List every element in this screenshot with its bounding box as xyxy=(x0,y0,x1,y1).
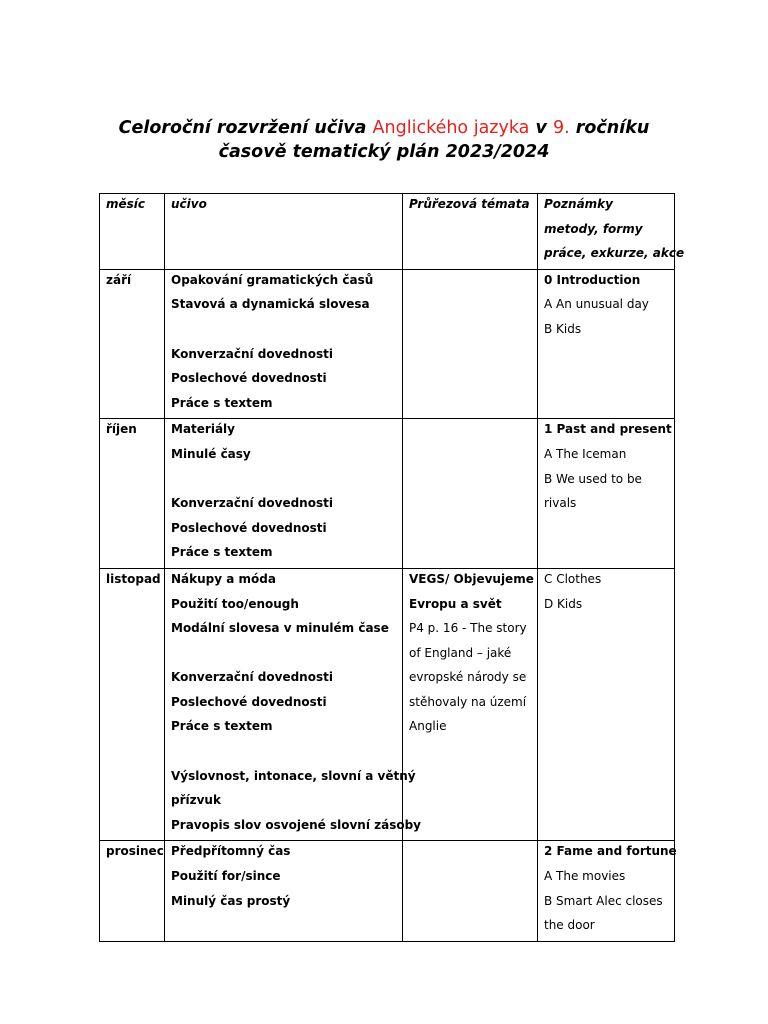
cell-line: C Clothes xyxy=(544,571,602,586)
cell-line: P4 p. 16 - The story xyxy=(409,621,527,636)
cell-line: 1 Past and present xyxy=(544,422,672,437)
cell-line: VEGS/ Objevujeme xyxy=(409,571,534,586)
title-line-2: časově tematický plán 2023/2024 xyxy=(218,142,550,162)
cell-line: Minulý čas prostý xyxy=(171,893,291,908)
cell-line: Předpřítomný čas xyxy=(171,844,291,859)
cell-notes xyxy=(538,841,675,941)
header-cell-topics: Průřezová témata xyxy=(403,194,538,270)
table-row xyxy=(100,841,675,941)
cell-notes xyxy=(538,419,675,569)
document-title xyxy=(0,116,768,164)
cell-line: Stavová a dynamická slovesa xyxy=(171,297,370,312)
grade-number: 9. xyxy=(552,118,570,138)
cell-line: the door xyxy=(544,918,595,933)
cell-line: Anglie xyxy=(409,719,447,734)
cell-line: Práce s textem xyxy=(171,545,273,560)
cell-curriculum xyxy=(165,841,403,941)
cell-topics xyxy=(403,269,538,419)
cell-line: Minulé časy xyxy=(171,446,251,461)
cell-line: evropské národy se xyxy=(409,670,527,685)
cell-line: B Smart Alec closes xyxy=(544,893,663,908)
cell-month xyxy=(100,841,165,941)
cell-line: D Kids xyxy=(544,596,583,611)
month-label: listopad xyxy=(106,571,161,586)
cell-line: Poslechové dovednosti xyxy=(171,520,327,535)
cell-line: Pravopis slov osvojené slovní zásoby xyxy=(171,817,422,832)
cell-notes xyxy=(538,568,675,841)
cell-line: Poslechové dovednosti xyxy=(171,371,327,386)
table-body xyxy=(100,269,675,941)
cell-topics xyxy=(403,419,538,569)
header-cell-month: měsíc xyxy=(100,194,165,270)
cell-line: Poslechové dovednosti xyxy=(171,694,327,709)
cell-line: Evropu a svět xyxy=(409,596,502,611)
cell-curriculum xyxy=(165,568,422,841)
cell-curriculum xyxy=(165,419,403,569)
header-cell-notes: Poznámky metody, formy práce, exkurze, akce xyxy=(538,194,675,270)
cell-line: Materiály xyxy=(171,422,235,437)
cell-line: Konverzační dovednosti xyxy=(171,496,333,511)
curriculum-table xyxy=(99,193,685,942)
cell-line: Opakování gramatických časů xyxy=(171,272,374,287)
cell-line: B Kids xyxy=(544,321,582,336)
cell-line xyxy=(171,320,396,345)
cell-topics xyxy=(403,841,538,941)
table-row xyxy=(100,568,675,841)
cell-line: of England – jaké xyxy=(409,645,512,660)
cell-line: Modální slovesa v minulém čase xyxy=(171,621,389,636)
cell-line: A An unusual day xyxy=(544,297,649,312)
cell-line: přízvuk xyxy=(171,793,221,808)
cell-topics xyxy=(403,568,538,841)
cell-line: B We used to be xyxy=(544,471,642,486)
cell-month xyxy=(100,419,165,569)
cell-line: Použití for/since xyxy=(171,869,281,884)
month-label: září xyxy=(106,272,132,287)
table-header-row xyxy=(100,194,675,270)
cell-line: stěhovaly na území xyxy=(409,694,527,709)
cell-line: Práce s textem xyxy=(171,719,273,734)
cell-line: Práce s textem xyxy=(171,395,273,410)
header-cell-curriculum: učivo xyxy=(165,194,403,270)
cell-line xyxy=(171,644,396,669)
cell-month xyxy=(100,269,165,419)
cell-line: rivals xyxy=(544,496,577,511)
table-row xyxy=(100,419,675,569)
cell-line: Výslovnost, intonace, slovní a větný xyxy=(171,768,416,783)
cell-line: Konverzační dovednosti xyxy=(171,346,333,361)
cell-line: A The Iceman xyxy=(544,446,627,461)
table-row xyxy=(100,269,675,419)
cell-line xyxy=(171,470,396,495)
cell-line: Konverzační dovednosti xyxy=(171,670,333,685)
title-line-1: Celoroční rozvržení učiva Anglického jazyka v 9. ročníku xyxy=(118,118,650,138)
cell-line xyxy=(171,742,396,767)
cell-line: Použití too/enough xyxy=(171,596,299,611)
cell-month xyxy=(100,568,165,841)
cell-line: A The movies xyxy=(544,869,626,884)
subject-name: Anglického jazyka xyxy=(372,118,530,138)
month-label: říjen xyxy=(106,422,137,437)
cell-curriculum xyxy=(165,269,403,419)
cell-notes xyxy=(538,269,675,419)
cell-line: 0 Introduction xyxy=(544,272,641,287)
month-label: prosinec xyxy=(106,844,164,859)
cell-line: Nákupy a móda xyxy=(171,571,276,586)
cell-line: 2 Fame and fortune xyxy=(544,844,677,859)
